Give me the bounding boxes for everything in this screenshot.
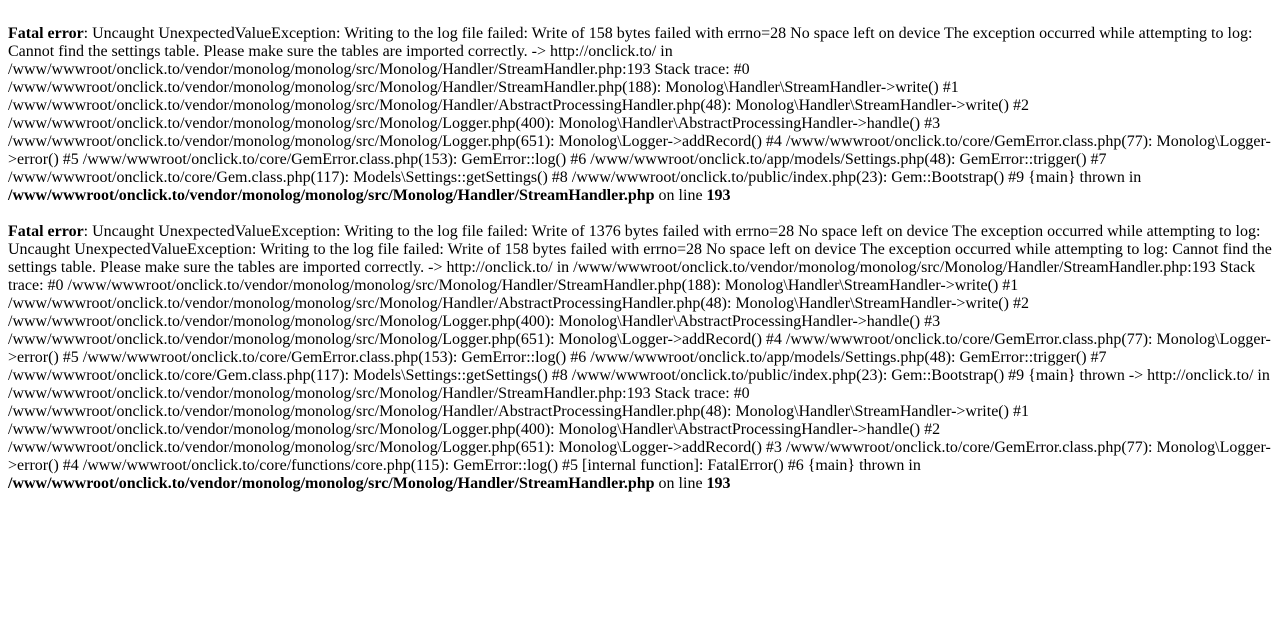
error-separator: : bbox=[83, 25, 93, 42]
error-file-path: /www/wwwroot/onclick.to/vendor/monolog/monolog/src/Monolog/Handler/StreamHandler.php bbox=[8, 475, 655, 492]
error-separator: : bbox=[83, 223, 93, 240]
on-line-text: on line bbox=[654, 475, 707, 492]
error-label: Fatal error bbox=[8, 25, 84, 42]
error-text: Uncaught UnexpectedValueException: Writing to the log file failed: Write of 1376 bytes failed with errno=28 No space left on device The exception occurred while attempting to log: Uncaught UnexpectedValueException: Writing to the log file failed: Write of 158 bytes failed with errno=28 No space left on device The exception occurred while attempting to log: Cannot find the settings table. Please make sure the tables are imported correctly. -> http://onclick.to/ in /www/wwwroot/onclick.to/vendor/monolog/monolog/src/Monolog/Handler/StreamHandler.php:193 Stack trace: #0 /www/wwwroot/onclick.to/vendor/monolog/monolog/src/Monolog/Handler/StreamHandler.php(188): Monolog\Handler\StreamHandler->write() #1 /www/wwwroot/onclick.to/vendor/monolog/monolog/src/Monolog/Handler/AbstractProcessingHandler.php(48): Monolog\Handler\StreamHandler->write() #2 /www/wwwroot/onclick.to/vendor/monolog/monolog/src/Monolog/Logger.php(400): Monolog\Handler\AbstractProcessingHandler->handle() #3 /www/wwwroot/onclick.to/vendor/monolog/monolog/src/Monolog/Logger.php(651): Monolog\Logger->addRecord() #4 /www/wwwroot/onclick.to/core/GemError.class.php(77): Monolog\Logger->error() #5 /www/wwwroot/onclick.to/core/GemError.class.php(153): GemError::log() #6 /www/wwwroot/onclick.to/app/models/Settings.php(48): GemError::trigger() #7 /www/wwwroot/onclick.to/core/Gem.class.php(117): Models\Settings::getSettings() #8 /www/wwwroot/onclick.to/public/index.php(23): Gem::Bootstrap() #9 {main} thrown -> http://onclick.to/ in /www/wwwroot/onclick.to/vendor/monolog/monolog/src/Monolog/Handler/StreamHandler.php:193 Stack trace: #0 /www/wwwroot/onclick.to/vendor/monolog/monolog/src/Monolog/Handler/AbstractProcessingHandler.php(48): Monolog\Handler\StreamHandler->write() #1 /www/wwwroot/onclick.to/vendor/monolog/monolog/src/Monolog/Logger.php(400): Monolog\Handler\AbstractProcessingHandler->handle() #2 /www/wwwroot/onclick.to/vendor/monolog/monolog/src/Monolog/Logger.php(651): Monolog\Logger->addRecord() #3 /www/wwwroot/onclick.to/core/GemError.class.php(77): Monolog\Logger->error() #4 /www/wwwroot/onclick.to/core/functions/core.php(115): GemError::log() #5 [internal function]: FatalError() #6 {main} thrown in bbox=[8, 223, 1272, 474]
error-label: Fatal error bbox=[8, 223, 84, 240]
fatal-error-message-2 bbox=[8, 223, 1272, 493]
error-line-number: 193 bbox=[706, 475, 731, 492]
top-spacing bbox=[8, 0, 1272, 25]
error-file-path: /www/wwwroot/onclick.to/vendor/monolog/monolog/src/Monolog/Handler/StreamHandler.php bbox=[8, 187, 655, 204]
error-line-number: 193 bbox=[706, 187, 731, 204]
fatal-error-message-1 bbox=[8, 25, 1272, 205]
block-gap bbox=[8, 205, 1272, 223]
on-line-text: on line bbox=[654, 187, 707, 204]
error-text: Uncaught UnexpectedValueException: Writing to the log file failed: Write of 158 bytes failed with errno=28 No space left on device The exception occurred while attempting to log: Cannot find the settings table. Please make sure the tables are imported correctly. -> http://onclick.to/ in /www/wwwroot/onclick.to/vendor/monolog/monolog/src/Monolog/Handler/StreamHandler.php:193 Stack trace: #0 /www/wwwroot/onclick.to/vendor/monolog/monolog/src/Monolog/Handler/StreamHandler.php(188): Monolog\Handler\StreamHandler->write() #1 /www/wwwroot/onclick.to/vendor/monolog/monolog/src/Monolog/Handler/AbstractProcessingHandler.php(48): Monolog\Handler\StreamHandler->write() #2 /www/wwwroot/onclick.to/vendor/monolog/monolog/src/Monolog/Logger.php(400): Monolog\Handler\AbstractProcessingHandler->handle() #3 /www/wwwroot/onclick.to/vendor/monolog/monolog/src/Monolog/Logger.php(651): Monolog\Logger->addRecord() #4 /www/wwwroot/onclick.to/core/GemError.class.php(77): Monolog\Logger->error() #5 /www/wwwroot/onclick.to/core/GemError.class.php(153): GemError::log() #6 /www/wwwroot/onclick.to/app/models/Settings.php(48): GemError::trigger() #7 /www/wwwroot/onclick.to/core/Gem.class.php(117): Models\Settings::getSettings() #8 /www/wwwroot/onclick.to/public/index.php(23): Gem::Bootstrap() #9 {main} thrown in bbox=[8, 25, 1271, 186]
